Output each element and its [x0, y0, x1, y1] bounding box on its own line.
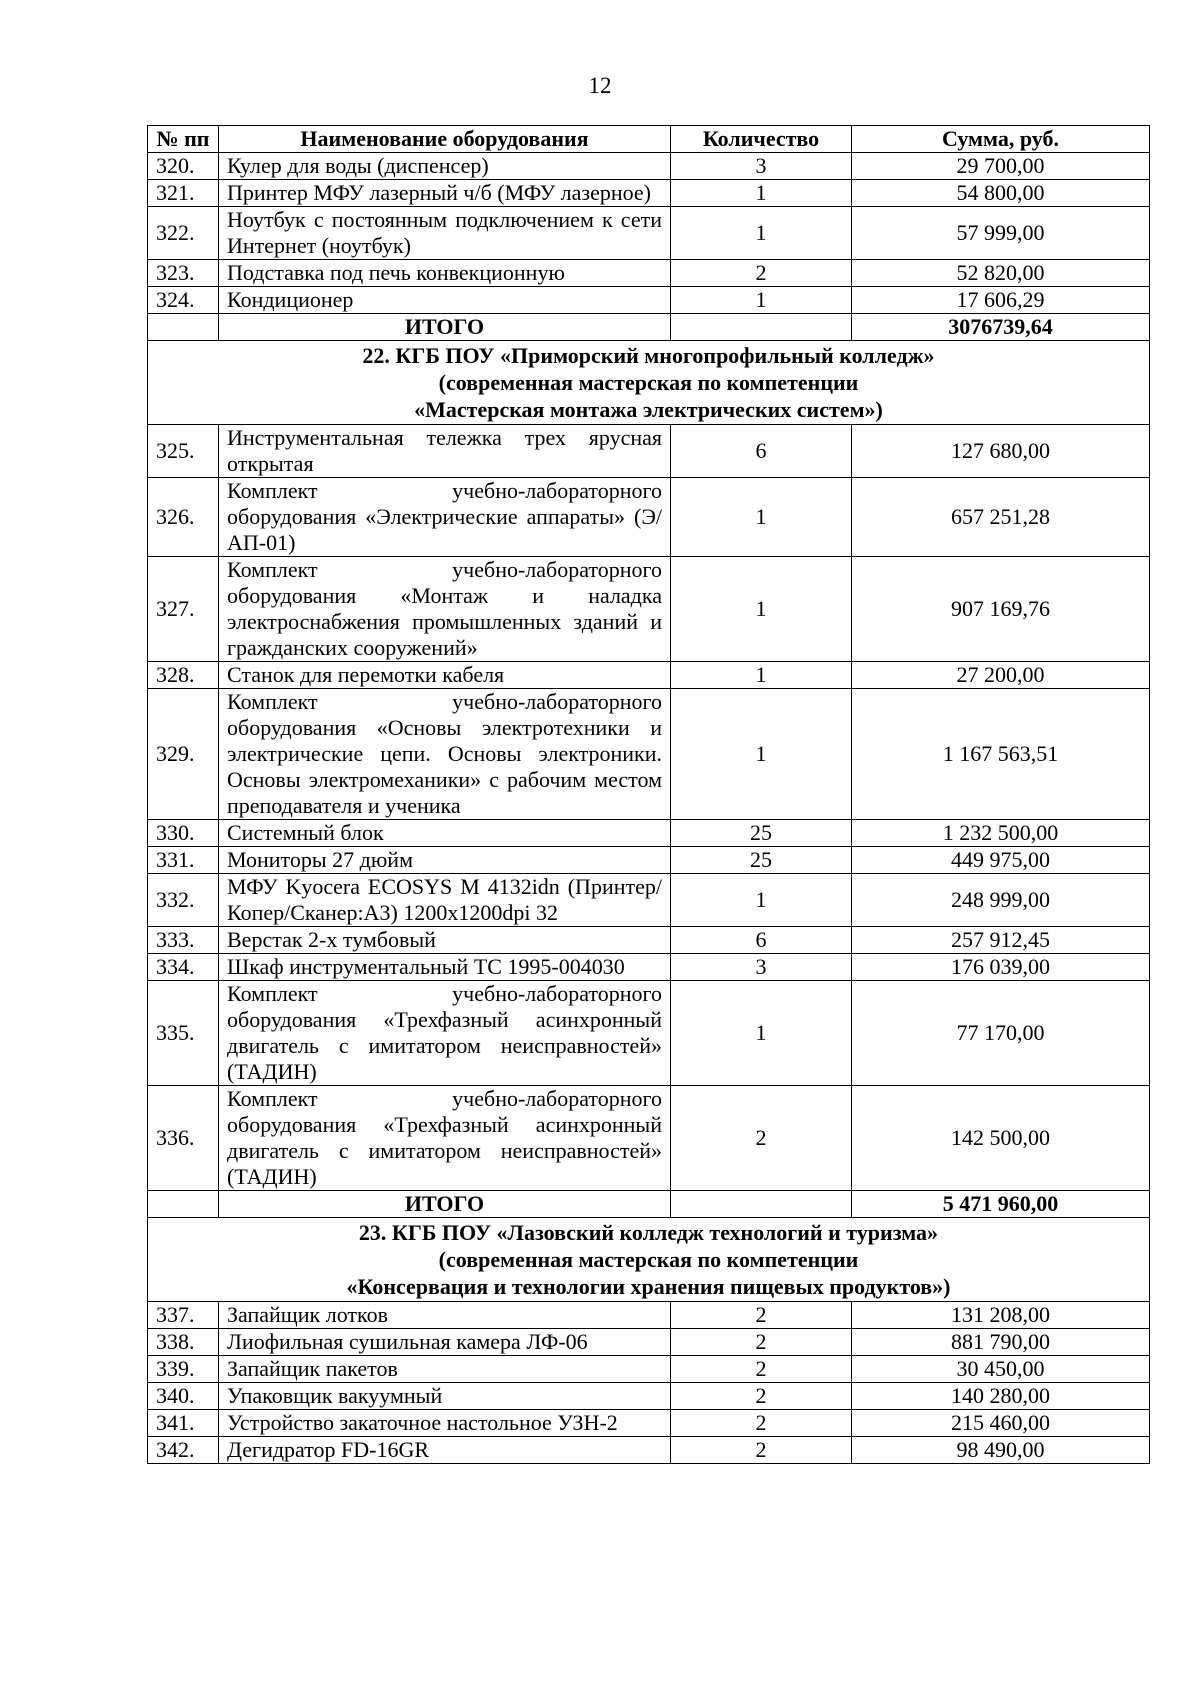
amount: 27 200,00 [852, 662, 1150, 689]
section-header-line: «Консервация и технологии хранения пищевых продуктов») [346, 1274, 951, 1299]
quantity: 2 [671, 260, 852, 287]
total-label: ИТОГО [219, 314, 671, 341]
equipment-name: Принтер МФУ лазерный ч/б (МФУ лазерное) [219, 180, 671, 207]
amount: 29 700,00 [852, 153, 1150, 180]
quantity: 1 [671, 874, 852, 927]
table-row [148, 820, 1150, 847]
column-header-name: Наименование оборудования [219, 126, 671, 153]
equipment-name: Мониторы 27 дюйм [219, 847, 671, 874]
total-label: ИТОГО [219, 1191, 671, 1218]
table-row [148, 287, 1150, 314]
quantity: 2 [671, 1302, 852, 1329]
section-header-row [148, 1218, 1150, 1302]
equipment-name: Запайщик лотков [219, 1302, 671, 1329]
quantity: 2 [671, 1410, 852, 1437]
equipment-name: Комплект учебно-лабораторного оборудования «Трехфазный асинхронный двигатель с имитатором неисправностей» (ТАДИН) [219, 981, 671, 1086]
amount: 449 975,00 [852, 847, 1150, 874]
amount: 907 169,76 [852, 557, 1150, 662]
amount: 77 170,00 [852, 981, 1150, 1086]
quantity: 6 [671, 927, 852, 954]
row-number: 337. [148, 1302, 219, 1329]
amount: 1 232 500,00 [852, 820, 1150, 847]
equipment-name: Лиофильная сушильная камера ЛФ-06 [219, 1329, 671, 1356]
quantity: 25 [671, 847, 852, 874]
amount: 176 039,00 [852, 954, 1150, 981]
row-number: 333. [148, 927, 219, 954]
equipment-name: Дегидратор FD-16GR [219, 1437, 671, 1464]
table-row [148, 425, 1150, 478]
amount: 54 800,00 [852, 180, 1150, 207]
table-row [148, 260, 1150, 287]
table-body [148, 153, 1150, 1464]
quantity: 1 [671, 478, 852, 557]
quantity: 6 [671, 425, 852, 478]
quantity: 2 [671, 1086, 852, 1191]
row-number: 336. [148, 1086, 219, 1191]
quantity: 2 [671, 1437, 852, 1464]
row-number: 324. [148, 287, 219, 314]
amount: 131 208,00 [852, 1302, 1150, 1329]
total-row [148, 314, 1150, 341]
table-row [148, 557, 1150, 662]
row-number: 326. [148, 478, 219, 557]
total-empty-cell [148, 314, 219, 341]
quantity: 3 [671, 954, 852, 981]
row-number: 321. [148, 180, 219, 207]
row-number: 330. [148, 820, 219, 847]
quantity: 1 [671, 981, 852, 1086]
table-row [148, 207, 1150, 260]
table-row [148, 1086, 1150, 1191]
row-number: 332. [148, 874, 219, 927]
row-number: 338. [148, 1329, 219, 1356]
total-sum: 5 471 960,00 [852, 1191, 1150, 1218]
column-header-sum: Сумма, руб. [852, 126, 1150, 153]
table-row [148, 180, 1150, 207]
row-number: 340. [148, 1383, 219, 1410]
equipment-name: Комплект учебно-лабораторного оборудования «Монтаж и наладка электроснабжения промышленных зданий и гражданских сооружений» [219, 557, 671, 662]
section-header [148, 1218, 1150, 1302]
amount: 30 450,00 [852, 1356, 1150, 1383]
table-row [148, 1437, 1150, 1464]
equipment-name: Комплект учебно-лабораторного оборудования «Основы электротехники и электрические цепи. Основы электроники. Основы электромеханики» с рабочим местом преподавателя и ученика [219, 689, 671, 820]
amount: 142 500,00 [852, 1086, 1150, 1191]
row-number: 328. [148, 662, 219, 689]
quantity: 25 [671, 820, 852, 847]
total-sum: 3076739,64 [852, 314, 1150, 341]
quantity: 1 [671, 689, 852, 820]
total-empty-cell [671, 314, 852, 341]
equipment-name: Подставка под печь конвекционную [219, 260, 671, 287]
row-number: 329. [148, 689, 219, 820]
row-number: 322. [148, 207, 219, 260]
quantity: 1 [671, 287, 852, 314]
quantity: 3 [671, 153, 852, 180]
row-number: 341. [148, 1410, 219, 1437]
table-row [148, 1410, 1150, 1437]
row-number: 325. [148, 425, 219, 478]
row-number: 323. [148, 260, 219, 287]
row-number: 327. [148, 557, 219, 662]
quantity: 2 [671, 1356, 852, 1383]
quantity: 2 [671, 1329, 852, 1356]
table-row [148, 847, 1150, 874]
equipment-name: Упаковщик вакуумный [219, 1383, 671, 1410]
table-row [148, 927, 1150, 954]
table-row [148, 1383, 1150, 1410]
table-header-row [148, 126, 1150, 153]
section-header-line: 22. КГБ ПОУ «Приморский многопрофильный колледж» [362, 343, 935, 368]
amount: 17 606,29 [852, 287, 1150, 314]
amount: 881 790,00 [852, 1329, 1150, 1356]
table-row [148, 874, 1150, 927]
table-row [148, 662, 1150, 689]
equipment-name: Устройство закаточное настольное УЗН-2 [219, 1410, 671, 1437]
table-row [148, 478, 1150, 557]
table-row [148, 689, 1150, 820]
amount: 657 251,28 [852, 478, 1150, 557]
section-header-line: «Мастерская монтажа электрических систем») [414, 397, 883, 422]
row-number: 331. [148, 847, 219, 874]
column-header-quantity: Количество [671, 126, 852, 153]
total-empty-cell [671, 1191, 852, 1218]
table-row [148, 1356, 1150, 1383]
column-header-number: № пп [148, 126, 219, 153]
equipment-name: Инструментальная тележка трех ярусная открытая [219, 425, 671, 478]
quantity: 2 [671, 1383, 852, 1410]
total-row [148, 1191, 1150, 1218]
equipment-table [147, 125, 1150, 1464]
equipment-name: Верстак 2-х тумбовый [219, 927, 671, 954]
quantity: 1 [671, 557, 852, 662]
equipment-name: Кондиционер [219, 287, 671, 314]
equipment-name: Кулер для воды (диспенсер) [219, 153, 671, 180]
amount: 248 999,00 [852, 874, 1150, 927]
equipment-name: Запайщик пакетов [219, 1356, 671, 1383]
section-header-line: (современная мастерская по компетенции [438, 1247, 859, 1272]
equipment-name: Комплект учебно-лабораторного оборудования «Трехфазный асинхронный двигатель с имитатором неисправностей» (ТАДИН) [219, 1086, 671, 1191]
amount: 98 490,00 [852, 1437, 1150, 1464]
section-header-line: 23. КГБ ПОУ «Лазовский колледж технологий и туризма» [358, 1220, 939, 1245]
section-header-row [148, 341, 1150, 425]
table-row [148, 1329, 1150, 1356]
row-number: 320. [148, 153, 219, 180]
amount: 52 820,00 [852, 260, 1150, 287]
page-number: 12 [588, 73, 612, 98]
amount: 127 680,00 [852, 425, 1150, 478]
table-row [148, 954, 1150, 981]
table-row [148, 1302, 1150, 1329]
row-number: 334. [148, 954, 219, 981]
equipment-name: Шкаф инструментальный ТС 1995-004030 [219, 954, 671, 981]
amount: 140 280,00 [852, 1383, 1150, 1410]
amount: 257 912,45 [852, 927, 1150, 954]
equipment-name: Системный блок [219, 820, 671, 847]
equipment-name: МФУ Kyocera ECOSYS M 4132idn (Принтер/Копер/Сканер:А3) 1200x1200dpi 32 [219, 874, 671, 927]
quantity: 1 [671, 180, 852, 207]
total-empty-cell [148, 1191, 219, 1218]
quantity: 1 [671, 207, 852, 260]
amount: 57 999,00 [852, 207, 1150, 260]
amount: 215 460,00 [852, 1410, 1150, 1437]
section-header-line: (современная мастерская по компетенции [438, 370, 859, 395]
equipment-name: Станок для перемотки кабеля [219, 662, 671, 689]
equipment-name: Ноутбук с постоянным подключением к сети Интернет (ноутбук) [219, 207, 671, 260]
row-number: 335. [148, 981, 219, 1086]
row-number: 342. [148, 1437, 219, 1464]
section-header [148, 341, 1150, 425]
quantity: 1 [671, 662, 852, 689]
equipment-name: Комплект учебно-лабораторного оборудования «Электрические аппараты» (Э/АП-01) [219, 478, 671, 557]
table-row [148, 153, 1150, 180]
amount: 1 167 563,51 [852, 689, 1150, 820]
row-number: 339. [148, 1356, 219, 1383]
table-row [148, 981, 1150, 1086]
